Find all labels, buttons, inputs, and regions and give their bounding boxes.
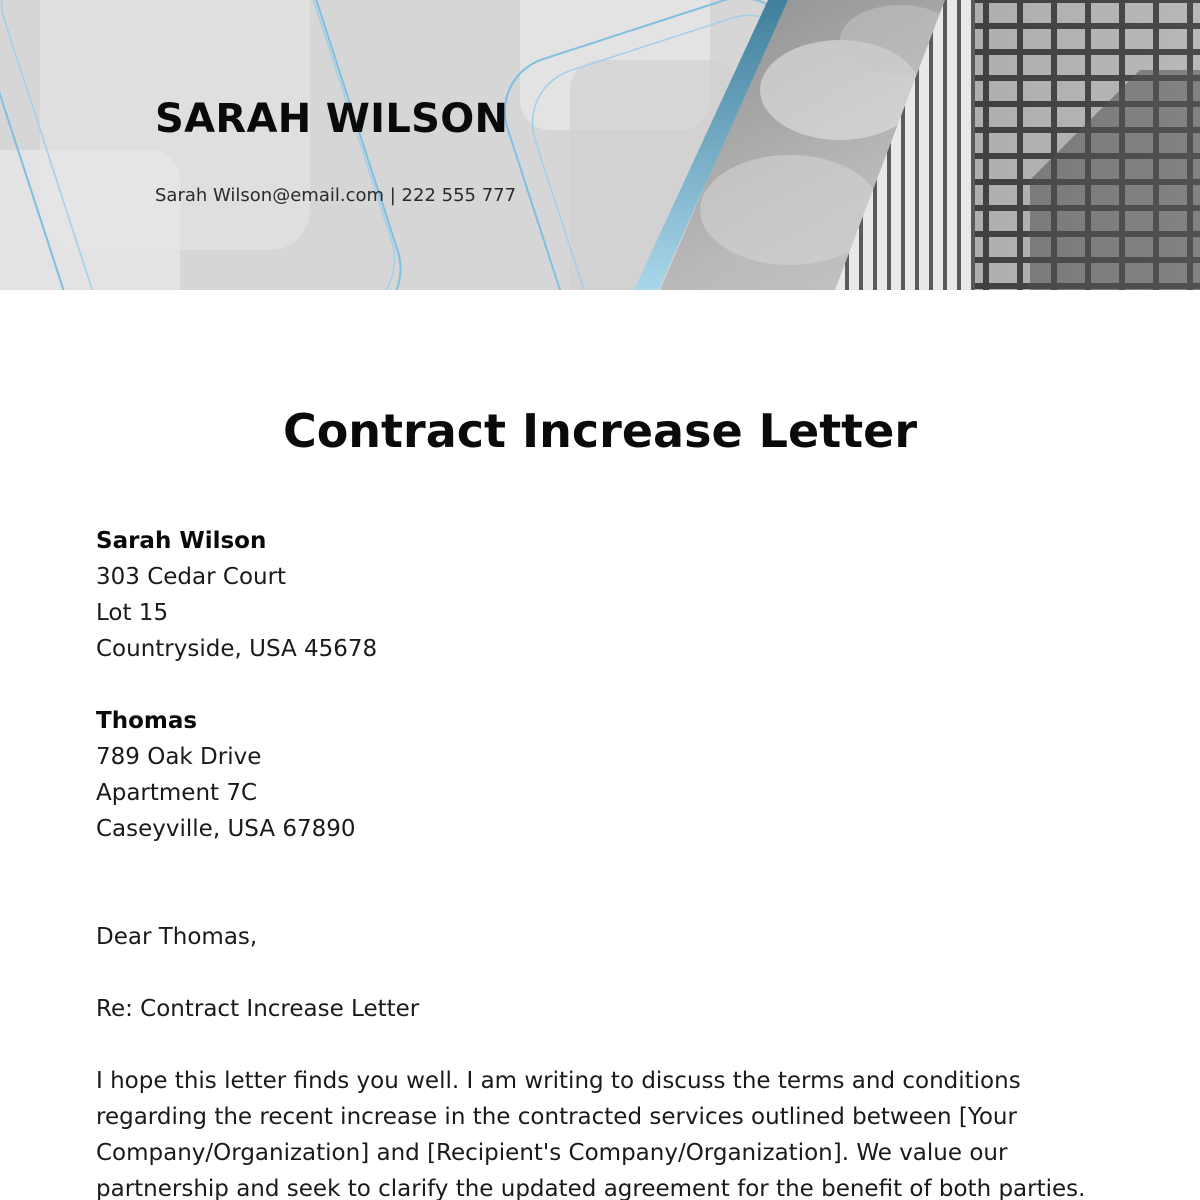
sender-address-block: [96, 523, 377, 667]
sender-address-line: Lot 15: [96, 600, 169, 626]
subject-line: Re: Contract Increase Letter: [96, 996, 420, 1022]
paragraph-line: Company/Organization] and [Recipient's Company/Organization]. We value our: [96, 1140, 1008, 1166]
header-banner: [0, 0, 1200, 290]
recipient-address-line: 789 Oak Drive: [96, 744, 262, 770]
paragraph-line: I hope this letter finds you well. I am writing to discuss the terms and conditions: [96, 1068, 1021, 1094]
header-name: SARAH WILSON: [155, 96, 509, 142]
paragraph-line: regarding the recent increase in the contracted services outlined between [Your: [96, 1104, 1017, 1130]
banner-background-art: [0, 0, 1200, 290]
recipient-address-block: [96, 703, 356, 847]
header-contact-info: Sarah Wilson@email.com | 222 555 777: [155, 185, 517, 206]
sender-address-line: 303 Cedar Court: [96, 564, 287, 590]
salutation: Dear Thomas,: [96, 924, 258, 950]
recipient-address-line: Caseyville, USA 67890: [96, 816, 356, 842]
paragraph-line: partnership and seek to clarify the updated agreement for the benefit of both parties.: [96, 1176, 1086, 1200]
body-paragraph: [96, 1063, 1106, 1200]
recipient-address-line: Apartment 7C: [96, 780, 258, 806]
sender-address-line: Countryside, USA 45678: [96, 636, 378, 662]
sender-name: Sarah Wilson: [96, 528, 267, 554]
page-title: Contract Increase Letter: [282, 404, 918, 458]
recipient-name: Thomas: [96, 708, 198, 734]
